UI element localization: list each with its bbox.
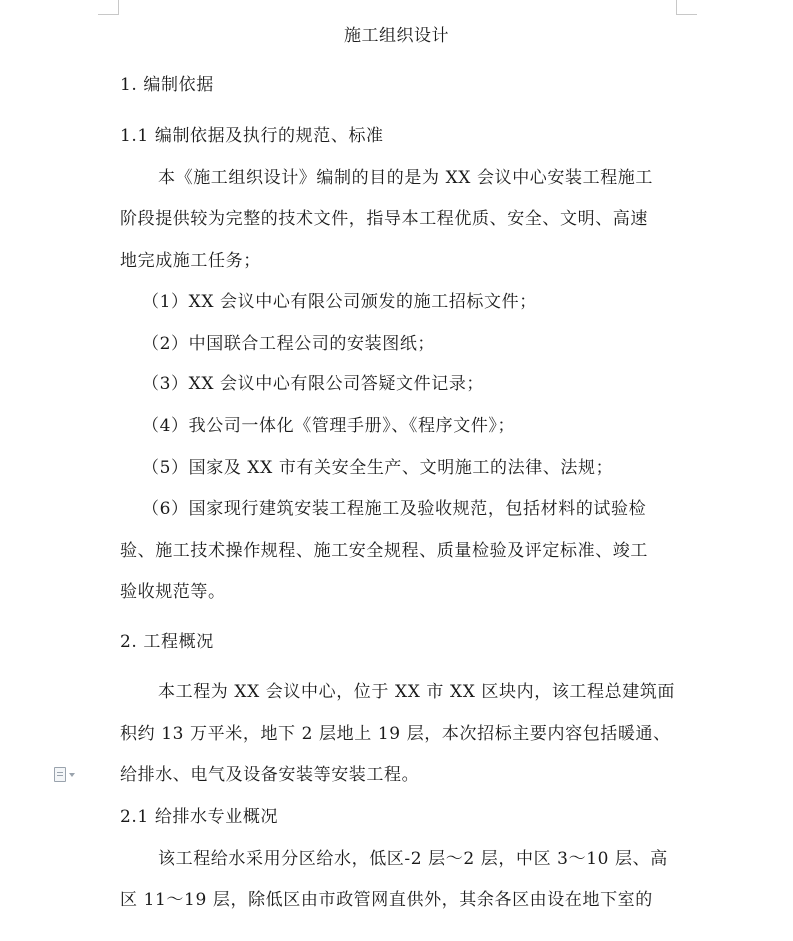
heading-1: 1. 编制依据 <box>120 75 214 95</box>
list-item: （5）国家及 XX 市有关安全生产、文明施工的法律、法规； <box>142 458 614 478</box>
crop-mark-top-right <box>676 0 697 15</box>
list-item: （3）XX 会议中心有限公司答疑文件记录； <box>142 374 485 394</box>
list-item: （4）我公司一体化《管理手册》、《程序文件》； <box>142 416 516 436</box>
crop-mark-top-left <box>98 0 119 15</box>
heading-2: 2. 工程概况 <box>120 632 214 652</box>
paragraph-line: 验、施工技术操作规程、施工安全规程、质量检验及评定标准、竣工 <box>120 541 648 561</box>
paragraph-line: 区 11～19 层，除低区由市政管网直供外，其余各区由设在地下室的 <box>120 890 653 910</box>
list-item: （6）国家现行建筑安装工程施工及验收规范，包括材料的试验检 <box>142 499 647 519</box>
heading-2-1: 2.1 给排水专业概况 <box>120 807 279 827</box>
document-icon <box>54 767 66 782</box>
list-item: （2）中国联合工程公司的安装图纸； <box>142 334 436 354</box>
paragraph-line: 验收规范等。 <box>120 582 226 602</box>
chevron-down-icon <box>69 773 75 777</box>
paragraph-line: 本工程为 XX 会议中心，位于 XX 市 XX 区块内，该工程总建筑面 <box>158 682 676 702</box>
heading-1-1: 1.1 编制依据及执行的规范、标准 <box>120 126 384 146</box>
paragraph-line: 积约 13 万平米，地下 2 层地上 19 层，本次招标主要内容包括暖通、 <box>120 724 671 744</box>
list-item: （1）XX 会议中心有限公司颁发的施工招标文件； <box>142 292 537 312</box>
document-title: 施工组织设计 <box>344 26 449 46</box>
paragraph-line: 给排水、电气及设备安装等安装工程。 <box>120 765 420 785</box>
paragraph-line: 地完成施工任务； <box>120 251 261 271</box>
paragraph-line: 本《施工组织设计》编制的目的是为 XX 会议中心安装工程施工 <box>158 168 654 188</box>
paragraph-line: 阶段提供较为完整的技术文件，指导本工程优质、安全、文明、高速 <box>120 209 648 229</box>
document-options-icon[interactable] <box>54 766 82 782</box>
paragraph-line: 该工程给水采用分区给水，低区-2 层～2 层，中区 3～10 层、高 <box>158 849 668 869</box>
